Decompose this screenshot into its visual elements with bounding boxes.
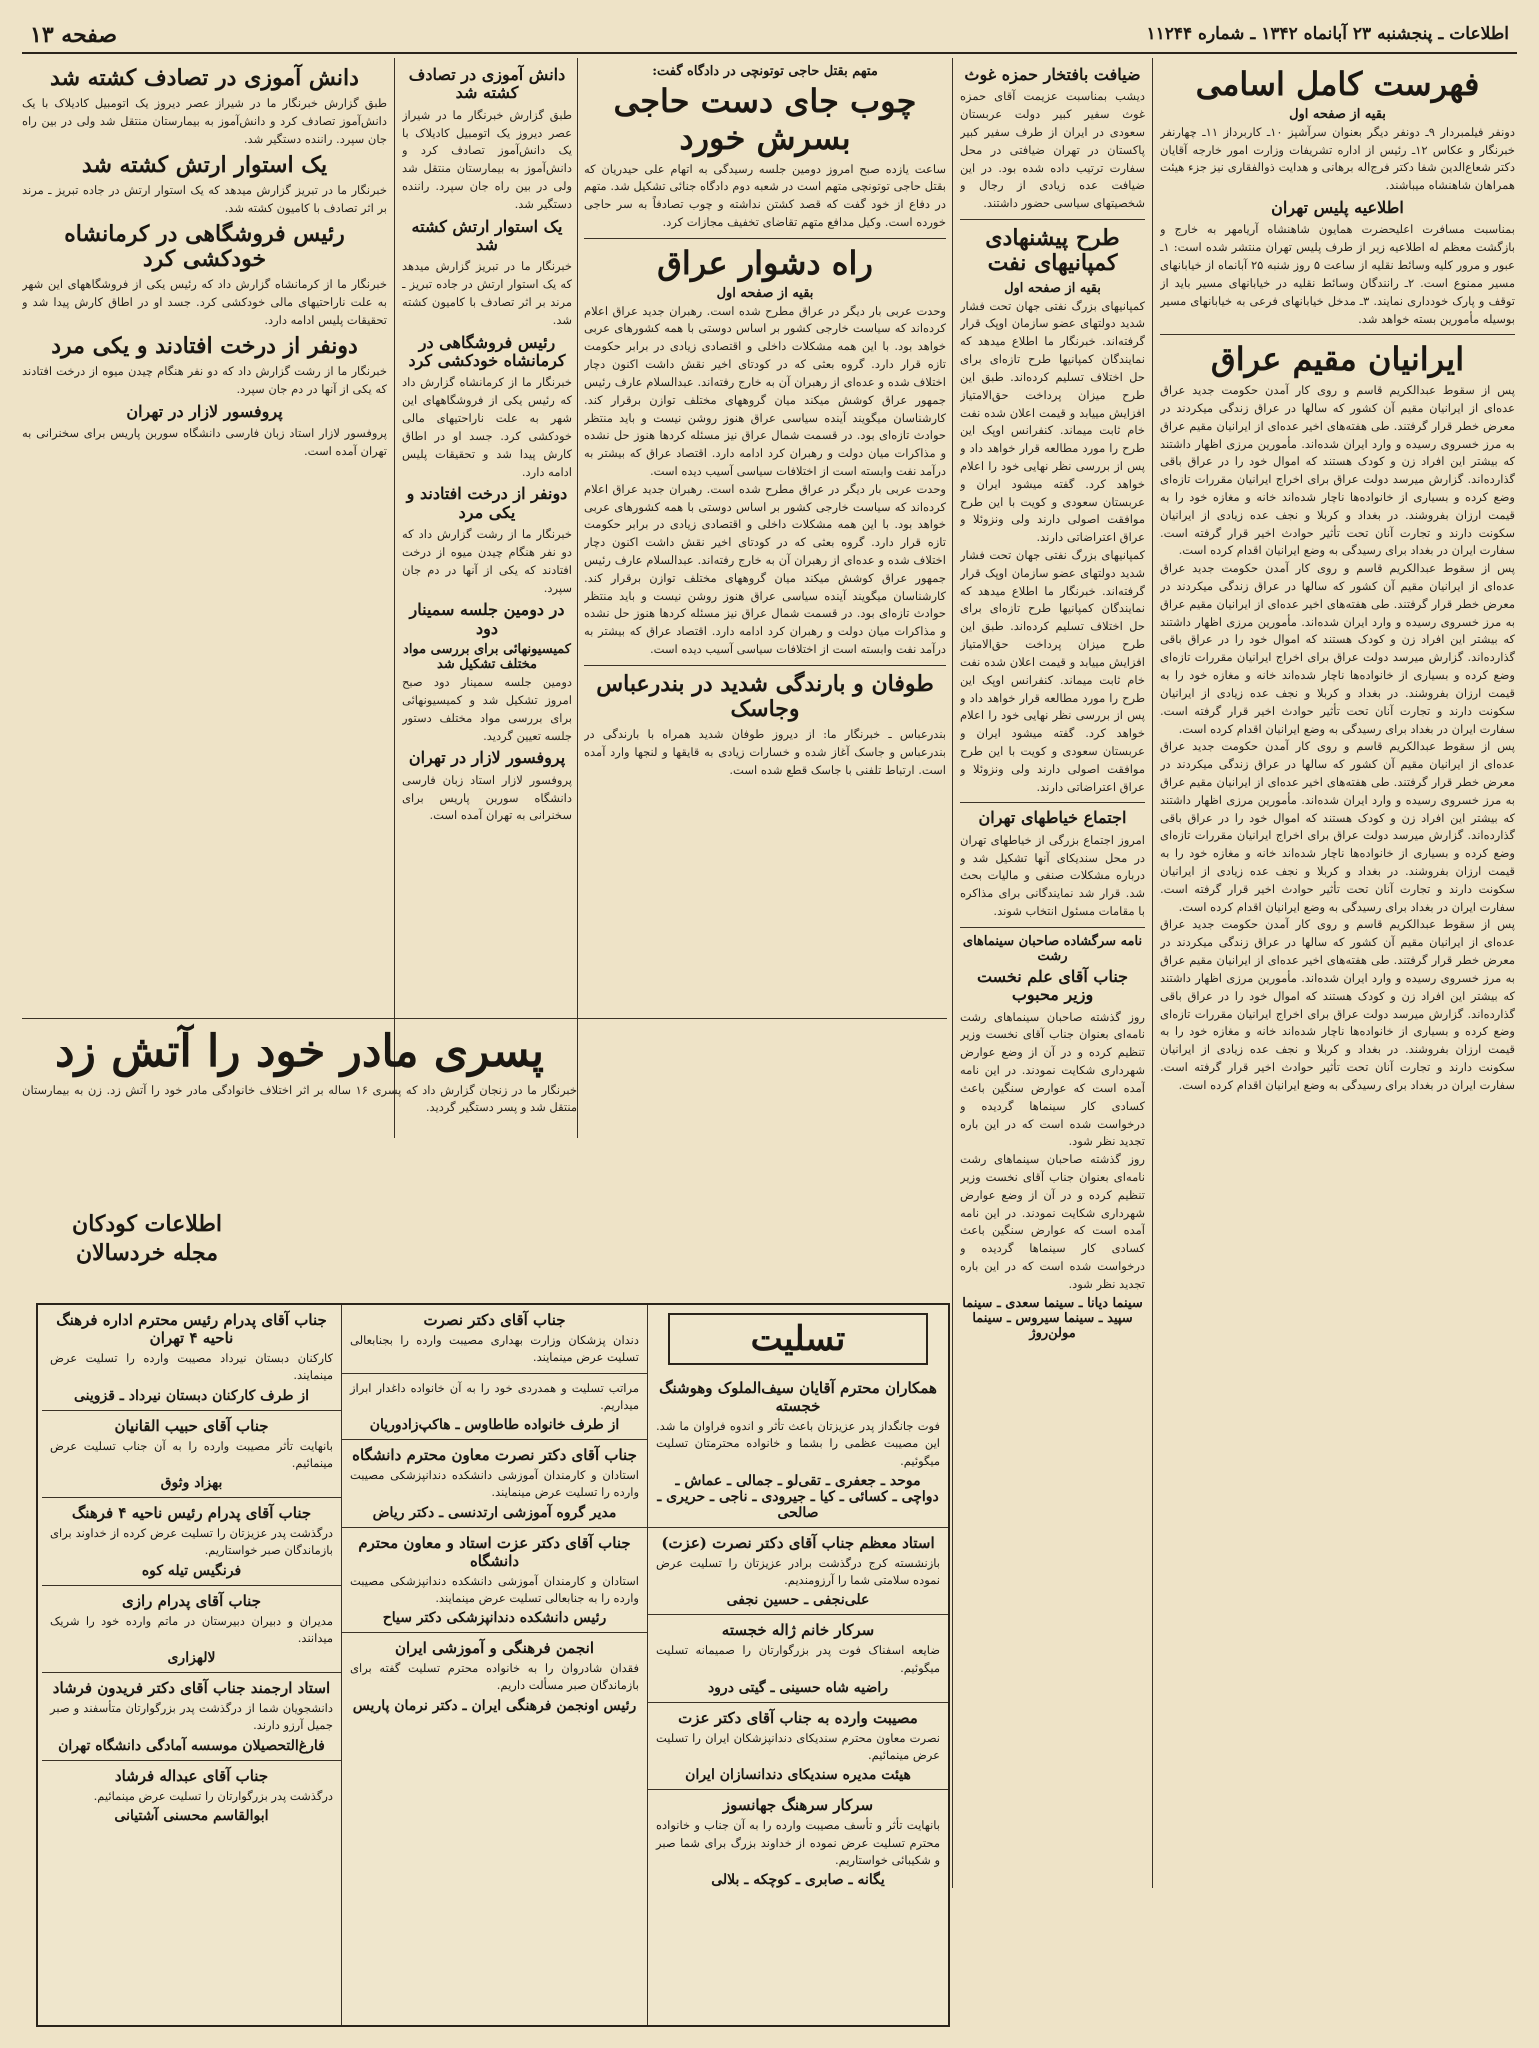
kicker: کمیسیونهائی برای بررسی مواد مختلف تشکیل شد bbox=[403, 642, 571, 673]
article-body: طبق گزارش خبرنگار ما در شیراز عصر دیروز یک اتومبیل کادیلاک با یک دانش‌آموز تصادف کرد و دانش‌آموز به بیمارستان منتقل شد ولی در بین راه جان سپرد. راننده دستگیر شد. bbox=[22, 96, 387, 146]
headline-name-list: فهرست کامل اسامی bbox=[1195, 65, 1480, 103]
notice-title: مصیبت وارده به جناب آقای دکتر عزت bbox=[678, 1708, 918, 1727]
notice-item bbox=[42, 1498, 341, 1586]
kicker: بقیه از صفحه اول bbox=[1289, 106, 1386, 122]
ad-kids-subtitle: مجله خردسالان bbox=[75, 1240, 219, 1267]
article-body: امروز اجتماع بزرگی از خیاطهای تهران در محل سندیکای آنها تشکیل شد و درباره مشکلات صنفی و مالیات بحث شد. قرار شد نمایندگانی برای مذاکره با مقامات مسئول انتخاب شوند. bbox=[960, 832, 1145, 919]
article-body: کمپانیهای بزرگ نفتی جهان تحت فشار شدید دولتهای عضو سازمان اوپک قرار گرفته‌اند. خبرنگار ما اطلاع میدهد که نمایندگان کمپانیها طرح تازه‌ای برای حل اختلاف تسلیم کرده‌اند. طبق این طرح میزان پرداخت حق‌الامتیاز افزایش مییابد و قیمت اعلان شده نفت خام ثابت میماند. کنفرانس اوپک این طرح را مورد مطالعه قرار خواهد داد و پس از بررسی نظر نهایی خود را اعلام خواهد کرد. گفته میشود ایران و عربستان سعودی و کویت با این طرح موافقت اصولی دارند ولی ونزوئلا و عراق اعتراضاتی دارند. bbox=[960, 548, 1145, 794]
notice-col-a bbox=[647, 1305, 948, 2025]
article-body: بمناسبت مسافرت اعلیحضرت همایون شاهنشاه آریامهر به خارج و بازگشت معظم له اطلاعیه زیر از طرف پلیس تهران منتشر شده است: ۱ـ عبور و مرور کلیه وسائط نقلیه از ساعت ۵ روز شنبه ۲۵ آبانماه از خیابانهای مسیر ممنوع است. ۲ـ رانندگان وسائط نقلیه در خیابانهای مسیر باید از توقف و پارک خودداری نمایند. ۳ـ مدخل خیابانهای فرعی به خیابانهای مسیر بوسیله مأمورین بسته خواهد شد. bbox=[1160, 222, 1515, 326]
kicker: نامه سرگشاده صاحبان سینماهای رشت bbox=[962, 933, 1143, 964]
notice-body: درگذشت پدر عزیزتان را تسلیت عرض کرده از خداوند برای بازماندگان صبر خواستاریم. bbox=[50, 1526, 333, 1558]
headline-stick: چوب جای دست حاجی بسرش خورد bbox=[613, 82, 917, 157]
notice-body: درگذشت پدر بزرگوارتان را تسلیت عرض مینمائیم. bbox=[93, 1788, 333, 1803]
notice-item bbox=[342, 1633, 647, 1720]
article-body: پس از سقوط عبدالکریم قاسم و روی کار آمدن حکومت جدید عراق عده‌ای از ایرانیان مقیم آن کشور که سالها در عراق زندگی میکردند در معرض خطر قرار گرفتند. طی هفته‌های اخیر عده‌ای از ایرانیان مقیم عراق به مرز خسروی رسیده و وارد ایران شده‌اند. مأمورین مرزی اظهار داشتند که بیشتر این افراد زن و کودک هستند که اموال خود را در عراق باقی گذارده‌اند. گزارش میرسد دولت عراق برای اخراج ایرانیان مقررات تازه‌ای وضع کرده و بسیاری از خانواده‌ها ناچار شده‌اند خانه و مغازه خود را به قیمت ارزان بفروشند. در بغداد و کربلا و نجف عده زیادی از ایرانیان سکونت دارند و تجارت آنان تحت تأثیر حوادث اخیر قرار گرفته است. سفارت ایران در بغداد برای رسیدگی به وضع ایرانیان اقدام کرده است. bbox=[1160, 383, 1515, 558]
article-body: خبرنگار ما از رشت گزارش داد که دو نفر هنگام چیدن میوه از درخت افتادند که یکی از آنها در دم جان سپرد. bbox=[22, 363, 387, 396]
notice-title: جناب آقای عبداله فرشاد bbox=[114, 1766, 269, 1785]
notice-body: استادان و کارمندان آموزشی دانشکده دندانپزشکی مصیبت وارده را تسلیت عرض مینمایند. bbox=[350, 1468, 639, 1500]
notice-item bbox=[42, 1586, 341, 1674]
headline-lazard: پروفسور لازار در تهران bbox=[408, 748, 566, 768]
notice-item bbox=[42, 1673, 341, 1761]
notice-item bbox=[42, 1305, 341, 1411]
notice-body: کارکنان دبستان نیرداد مصیبت وارده را تسلیت عرض مینمایند. bbox=[50, 1351, 333, 1383]
notice-title: جناب آقای پدرام رئیس محترم اداره فرهنگ ناحیه ۴ تهران bbox=[56, 1311, 327, 1347]
headline-reception: ضیافت بافتخار حمزه غوث bbox=[964, 65, 1141, 84]
notice-title: سرکار سرهنگ جهانسوز bbox=[722, 1796, 874, 1815]
article-body: دیشب بمناسبت عزیمت آقای حمزه غوث سفیر کبیر دولت عربستان سعودی در ایران از طرف سفیر کبیر پاکستان در تهران ضیافتی در محل سفارت ترتیب داده شده بود. در این ضیافت عده زیادی از رجال و شخصیتهای سیاسی حضور داشتند. bbox=[960, 89, 1145, 211]
notice-signature: بهزاد وثوق bbox=[160, 1475, 223, 1491]
notice-title: جناب آقای حبیب القانیان bbox=[114, 1416, 269, 1435]
headline-sergeant-2: یک استوار ارتش کشته شد bbox=[81, 151, 328, 178]
notice-body: دندان پزشکان وزارت بهداری مصیبت وارده را بجنابعالی تسلیت عرض مینمایند. bbox=[350, 1333, 639, 1365]
condolence-box bbox=[36, 1303, 950, 2027]
article-body: خبرنگار ما از کرمانشاه گزارش داد که رئیس یکی از فروشگاههای این شهر به علت ناراحتیهای مالی خودکشی کرد. جسد او در اطاق کارش پیدا شد و تحقیقات پلیس ادامه دارد. bbox=[402, 375, 572, 479]
notice-item bbox=[648, 1615, 948, 1703]
notice-body: بانهایت تأثر و تأسف مصیبت وارده را به آن جناب و خانواده محترم تسلیت عرض نموده از خداوند بزرگ برای شما صبر و شکیبائی خواستاریم. bbox=[656, 1818, 940, 1867]
col-right bbox=[1160, 62, 1515, 2030]
notice-body: بازنشسته کرج درگذشت برادر عزیزتان را تسلیت عرض نموده سلامتی شما را آرزومندیم. bbox=[656, 1555, 940, 1587]
notice-item bbox=[342, 1374, 647, 1441]
notice-signature: رئیس اونجمن فرهنگی ایران ـ دکتر نرمان پاریس bbox=[352, 1697, 637, 1714]
notice-item bbox=[648, 1373, 948, 1528]
notice-title: انجمن فرهنگی و آموزشی ایران bbox=[395, 1639, 594, 1657]
page-number: صفحه ۱۳ bbox=[30, 22, 118, 48]
notice-title: سرکار خانم ژاله خجسته bbox=[721, 1621, 875, 1640]
article-body: بندرعباس ـ خبرنگار ما: از دیروز طوفان شدید همراه با بارندگی در بندرعباس و جاسک آغاز شده و خسارات زیادی به قایقها و لنجها وارد آمده است. ارتباط تلفنی با جاسک قطع شده است. bbox=[584, 727, 946, 778]
notice-body: ضایعه اسفناک فوت پدر بزرگوارتان را صمیمانه تسلیت میگوئیم. bbox=[656, 1643, 940, 1675]
notice-title: استاد معظم جناب آقای دکتر نصرت (عزت) bbox=[661, 1533, 935, 1552]
article-body: پس از سقوط عبدالکریم قاسم و روی کار آمدن حکومت جدید عراق عده‌ای از ایرانیان مقیم آن کشور که سالها در عراق زندگی میکردند در معرض خطر قرار گرفتند. طی هفته‌های اخیر عده‌ای از ایرانیان مقیم عراق به مرز خسروی رسیده و وارد ایران شده‌اند. مأمورین مرزی اظهار داشتند که بیشتر این افراد زن و کودک هستند که اموال خود را در عراق باقی گذارده‌اند. گزارش میرسد دولت عراق برای اخراج ایرانیان مقررات تازه‌ای وضع کرده و بسیاری از خانواده‌ها ناچار شده‌اند خانه و مغازه خود را به قیمت ارزان بفروشند. در بغداد و کربلا و نجف عده زیادی از ایرانیان سکونت دارند و تجارت آنان تحت تأثیر حوادث اخیر قرار گرفته است. سفارت ایران در بغداد برای رسیدگی به وضع ایرانیان اقدام کرده است. bbox=[1160, 561, 1515, 736]
notice-signature: از طرف خانواده طاطاوس ـ هاکپ‌زادوریان bbox=[369, 1417, 620, 1433]
article-body: خبرنگار ما از کرمانشاه گزارش داد که رئیس یکی از فروشگاههای این شهر به علت ناراحتیهای مالی خودکشی کرد. جسد او در اطاق کارش پیدا شد و تحقیقات پلیس ادامه دارد. bbox=[22, 277, 387, 327]
ad-kids-title: اطلاعات کودکان bbox=[72, 1211, 222, 1237]
notice-col-b bbox=[341, 1305, 647, 2025]
headline-tree: دونفر از درخت افتادند و یکی مرد bbox=[406, 484, 568, 522]
headline-student-2: دانش آموزی در تصادف کشته شد bbox=[50, 65, 359, 91]
masthead-date: اطلاعات ـ پنجشنبه ۲۳ آبانماه ۱۳۴۲ ـ شماره ۱۱۲۴۴ bbox=[1146, 24, 1509, 44]
headline-pm-letter: جناب آقای علم نخست وزیر محبوب bbox=[976, 966, 1129, 1005]
subhead-police: اطلاعیه پلیس تهران bbox=[1271, 198, 1404, 218]
headline-lazard-2: پروفسور لازار در تهران bbox=[126, 401, 283, 421]
kicker: بقیه از صفحه اول bbox=[716, 285, 814, 301]
notice-title: جناب آقای پدرام رازی bbox=[122, 1591, 261, 1610]
headline-storm: طوفان و بارندگی شدید در بندرعباس وجاسک bbox=[596, 670, 934, 723]
notice-title: جناب آقای دکتر نصرت معاون محترم دانشگاه bbox=[352, 1446, 637, 1464]
headline-tree-2: دونفر از درخت افتادند و یکی مرد bbox=[51, 332, 358, 359]
col-center bbox=[584, 62, 946, 1137]
notice-signature: رئیس دانشکده دندانپزشکی دکتر سیاح bbox=[382, 1610, 607, 1626]
article-body: روز گذشته صاحبان سینماهای رشت نامه‌ای بعنوان جناب آقای نخست وزیر تنظیم کرده و در آن از وضع عوارض شهرداری شکایت نمودند. در این نامه آمده است که عوارض سنگین باعث کسادی کار سینماها گردیده و درخواست شده است که در این باره تجدید نظر شود. bbox=[960, 1009, 1145, 1149]
notice-body: دانشجویان شما از درگذشت پدر بزرگوارتان متأسفند و صبر جمیل آرزو دارند. bbox=[50, 1701, 333, 1733]
notice-item bbox=[342, 1528, 647, 1634]
notice-item bbox=[42, 1411, 341, 1499]
ad-kids bbox=[22, 1208, 272, 1288]
notice-signature: ابوالقاسم محسنی آشتیانی bbox=[114, 1807, 269, 1824]
notice-signature: علی‌نجفی ـ حسین نجفی bbox=[726, 1592, 870, 1609]
notice-title: استاد ارجمند جناب آقای دکتر فریدون فرشاد bbox=[52, 1679, 331, 1697]
notice-body: مراتب تسلیت و همدردی خود را به آن خانواده داغدار ابراز میداریم. bbox=[350, 1380, 639, 1412]
article-body: خبرنگار ما در زنجان گزارش داد که پسری ۱۶ ساله بر اثر اختلاف خانوادگی مادر خود را آتش زد. زن به بیمارستان منتقل شد و پسر دستگیر گردید. bbox=[22, 1082, 577, 1115]
kicker: متهم بقتل حاجی توتونچی در دادگاه گفت: bbox=[652, 64, 878, 79]
notice-item bbox=[648, 1528, 948, 1616]
notice-signature: راضیه شاه حسینی ـ گیتی درود bbox=[707, 1679, 889, 1696]
notice-title: جناب آقای دکتر عزت استاد و معاون محترم دانشگاه bbox=[358, 1533, 631, 1570]
article-body: طبق گزارش خبرنگار ما در شیراز عصر دیروز یک اتومبیل کادیلاک با یک دانش‌آموز تصادف کرد و دانش‌آموز به بیمارستان منتقل شد ولی در بین راه جان سپرد. راننده دستگیر شد. bbox=[402, 107, 572, 211]
notice-title: جناب آقای پدرام رئیس ناحیه ۴ فرهنگ bbox=[71, 1504, 312, 1522]
notice-body: نصرت معاون محترم سندیکای دندانپزشکان ایران را تسلیت عرض مینمائیم. bbox=[656, 1730, 940, 1762]
headline-iranians-iraq: ایرانیان مقیم عراق bbox=[1210, 340, 1465, 379]
signature: سینما دیانا ـ سینما سعدی ـ سینما سپید ـ سینما سیروس ـ سینما مولن‌روژ bbox=[962, 1295, 1143, 1341]
notice-col-c bbox=[42, 1305, 341, 2025]
notice-signature: یگانه ـ صابری ـ کوچکه ـ بلالی bbox=[711, 1872, 885, 1888]
article-body: پروفسور لازار استاد زبان فارسی دانشگاه سوربن پاریس برای سخنرانی به تهران آمده است. bbox=[402, 772, 572, 823]
notice-body: استادان و کارمندان آموزشی دانشکده دندانپزشکی مصیبت وارده را به جنابعالی تسلیت عرض مینمایند. bbox=[350, 1573, 639, 1605]
headline-tailors: اجتماع خیاطهای تهران bbox=[978, 808, 1127, 828]
article-body: خبرنگار ما از رشت گزارش داد که دو نفر هنگام چیدن میوه از درخت افتادند که یکی از آنها در دم جان سپرد. bbox=[402, 527, 572, 595]
col-far-left bbox=[22, 62, 387, 1137]
notice-body: فوت جانگداز پدر عزیزتان باعث تأثر و اندوه فراوان ما شد. این مصیبت عظمی را بشما و خانواده محترمتان تسلیت میگوئیم. bbox=[656, 1419, 940, 1468]
notice-signature: هیئت مدیره سندیکای دندانسازان ایران bbox=[685, 1767, 911, 1784]
notice-signature: فرنگیس تیله کوه bbox=[141, 1562, 242, 1579]
notice-signature: لالهزاری bbox=[167, 1650, 216, 1666]
headline-seminar: در دومین جلسه سمینار دود bbox=[409, 600, 565, 638]
headline-iraq-road: راه دشوار عراق bbox=[657, 243, 873, 282]
article-body: خبرنگار ما در تبریز گزارش میدهد که یک استوار ارتش در جاده تبریز ـ مرند بر اثر تصادف با کامیون کشته شد. bbox=[22, 183, 387, 215]
article-body: دونفر فیلمبردار ۹ـ دونفر دیگر بعنوان سرآشپز ۱۰ـ کاربرداز ۱۱ـ چهارنفر خبرنگار و عکاس ۱۲ـ رئیس از اداره تشریفات وزارت امور خارجه آقایان دکتر شعاع‌الدین شفا دکتر فرج‌اله برهانی و هدایت ذوالفقاری نیز جزء هیئت همراهان شاهنشاه میباشند. bbox=[1160, 124, 1515, 193]
notice-title: همکاران محترم آقایان سیف‌الملوک وهوشنگ خجسته bbox=[659, 1379, 937, 1415]
col-left-upper bbox=[402, 62, 572, 1137]
article-body: پس از سقوط عبدالکریم قاسم و روی کار آمدن حکومت جدید عراق عده‌ای از ایرانیان مقیم آن کشور که سالها در عراق زندگی میکردند در معرض خطر قرار گرفتند. طی هفته‌های اخیر عده‌ای از ایرانیان مقیم عراق به مرز خسروی رسیده و وارد ایران شده‌اند. مأمورین مرزی اظهار داشتند که بیشتر این افراد زن و کودک هستند که اموال خود را در عراق باقی گذارده‌اند. گزارش میرسد دولت عراق برای اخراج ایرانیان مقررات تازه‌ای وضع کرده و بسیاری از خانواده‌ها ناچار شده‌اند خانه و مغازه خود را به قیمت ارزان بفروشند. در بغداد و کربلا و نجف عده زیادی از ایرانیان سکونت دارند و تجارت آنان تحت تأثیر حوادث اخیر قرار گرفته است. سفارت ایران در بغداد برای رسیدگی به وضع ایرانیان اقدام کرده است. bbox=[1160, 739, 1515, 914]
headline-sergeant: یک استوار ارتش کشته شد bbox=[411, 216, 563, 255]
notice-signature: موحد ـ جعفری ـ تقی‌لو ـ جمالی ـ عماش ـ دواچی ـ کسائی ـ کیا ـ جیرودی ـ ناجی ـ حریری ـ صالحی bbox=[657, 1472, 939, 1521]
article-body: خبرنگار ما در تبریز گزارش میدهد که یک استوار ارتش در جاده تبریز ـ مرند بر اثر تصادف با کامیون کشته شد. bbox=[402, 259, 572, 327]
kicker: بقیه از صفحه اول bbox=[1004, 280, 1101, 296]
notice-body: فقدان شادروان را به خانواده محترم تسلیت گفته برای بازماندگان صبر مسألت داریم. bbox=[350, 1661, 639, 1693]
col-second bbox=[960, 62, 1145, 2030]
notice-body: مدیران و دبیران دبیرستان در ماتم وارده خود را شریک میدانند. bbox=[50, 1613, 333, 1645]
headline-kermanshah-2: رئیس فروشگاهی در کرمانشاه خودکشی کرد bbox=[64, 220, 345, 272]
article-body: ساعت یازده صبح امروز دومین جلسه رسیدگی به اتهام علی حیدریان که بقتل حاجی توتونچی متهم است در شعبه دوم دادگاه جنائی تشکیل شد. متهم در دفاع از خود گفت که قصد کشتن نداشته و چوب تصادفاً به سر حاجی خورده است. وکیل مدافع متهم تقاضای تخفیف مجازات کرد. bbox=[584, 161, 946, 230]
newspaper-page bbox=[22, 18, 1517, 2030]
condolence-banner: تسلیت bbox=[668, 1313, 928, 1365]
notice-item bbox=[42, 1761, 341, 1830]
notice-item bbox=[648, 1790, 948, 1894]
headline-kermanshah: رئیس فروشگاهی در کرمانشاه خودکشی کرد bbox=[408, 332, 566, 371]
article-body: روز گذشته صاحبان سینماهای رشت نامه‌ای بعنوان جناب آقای نخست وزیر تنظیم کرده و در آن از وضع عوارض شهرداری شکایت نمودند. در این نامه آمده است که عوارض سنگین باعث کسادی کار سینماها گردیده و درخواست شده است که در این باره تجدید نظر شود. bbox=[960, 1152, 1145, 1291]
notice-body: بانهایت تأثر مصیبت وارده را به آن جناب تسلیت عرض مینمائیم. bbox=[50, 1438, 333, 1470]
article-son bbox=[22, 1023, 577, 1208]
notice-signature: از طرف کارکنان دبستان نیرداد ـ قزوینی bbox=[73, 1387, 310, 1404]
headline-oil-plan: طرح پیشنهادی کمپانیهای نفت bbox=[985, 225, 1120, 277]
article-body: کمپانیهای بزرگ نفتی جهان تحت فشار شدید دولتهای عضو سازمان اوپک قرار گرفته‌اند. خبرنگار ما اطلاع میدهد که نمایندگان کمپانیها طرح تازه‌ای برای حل اختلاف تسلیم کرده‌اند. طبق این طرح میزان پرداخت حق‌الامتیاز افزایش مییابد و قیمت اعلان شده نفت خام ثابت میماند. کنفرانس اوپک این طرح را مورد مطالعه قرار خواهد داد و پس از بررسی نظر نهایی خود را اعلام خواهد کرد. گفته میشود ایران و عربستان سعودی و کویت با این طرح موافقت اصولی دارند ولی ونزوئلا و عراق اعتراضاتی دارند. bbox=[960, 298, 1145, 545]
article-body: پس از سقوط عبدالکریم قاسم و روی کار آمدن حکومت جدید عراق عده‌ای از ایرانیان مقیم آن کشور که سالها در عراق زندگی میکردند در معرض خطر قرار گرفتند. طی هفته‌های اخیر عده‌ای از ایرانیان مقیم عراق به مرز خسروی رسیده و وارد ایران شده‌اند. مأمورین مرزی اظهار داشتند که بیشتر این افراد زن و کودک هستند که اموال خود را در عراق باقی گذارده‌اند. گزارش میرسد دولت عراق برای اخراج ایرانیان مقررات تازه‌ای وضع کرده و بسیاری از خانواده‌ها ناچار شده‌اند خانه و مغازه خود را به قیمت ارزان بفروشند. در بغداد و کربلا و نجف عده زیادی از ایرانیان سکونت دارند و تجارت آنان تحت تأثیر حوادث اخیر قرار گرفته است. سفارت ایران در بغداد برای رسیدگی به وضع ایرانیان اقدام کرده است. bbox=[1160, 917, 1515, 1092]
notice-signature: مدیر گروه آموزشی ارتدنسی ـ دکتر ریاض bbox=[372, 1504, 617, 1521]
article-body: دومین جلسه سمینار دود صبح امروز تشکیل شد و کمیسیونهائی برای بررسی مواد مختلف دستور جلسه تعیین گردید. bbox=[402, 675, 572, 743]
masthead bbox=[22, 18, 1517, 54]
notice-item bbox=[342, 1440, 647, 1528]
notice-item bbox=[648, 1703, 948, 1791]
notice-title: جناب آقای دکتر نصرت bbox=[423, 1311, 566, 1329]
notice-item bbox=[342, 1305, 647, 1374]
article-body: وحدت عربی بار دیگر در عراق مطرح شده است. رهبران جدید عراق اعلام کرده‌اند که سیاست خارجی کشور بر اساس دوستی با همه کشورهای عربی خواهد بود. با این همه مشکلات داخلی و اقتصادی زیادی در برابر حکومت تازه قرار دارد. گروه بعثی که در کودتای اخیر نقش داشت اکنون دچار اختلاف شده و عده‌ای از رهبران آن به خارج رفته‌اند. عبدالسلام عارف رئیس جمهور عراق کوشش میکند میان گروههای مختلف توازن برقرار کند. کارشناسان میگویند آینده سیاسی عراق هنوز روشن نیست و باید منتظر حوادث تازه‌ای بود. در قسمت شمال عراق نیز مسئله کردها هنوز حل نشده و مذاکرات میان دولت و رهبران کرد ادامه دارد. اقتصاد عراق که بیشتر به درآمد نفت وابسته است از اختلافات سیاسی آسیب دیده است. bbox=[584, 303, 946, 478]
article-body: وحدت عربی بار دیگر در عراق مطرح شده است. رهبران جدید عراق اعلام کرده‌اند که سیاست خارجی کشور بر اساس دوستی با همه کشورهای عربی خواهد بود. با این همه مشکلات داخلی و اقتصادی زیادی در برابر حکومت تازه قرار دارد. گروه بعثی که در کودتای اخیر نقش داشت اکنون دچار اختلاف شده و عده‌ای از رهبران آن به خارج رفته‌اند. عبدالسلام عارف رئیس جمهور عراق کوشش میکند میان گروههای مختلف توازن برقرار کند. کارشناسان میگویند آینده سیاسی عراق هنوز روشن نیست و باید منتظر حوادث تازه‌ای بود. در قسمت شمال عراق نیز مسئله کردها هنوز حل نشده و مذاکرات میان دولت و رهبران کرد ادامه دارد. اقتصاد عراق که بیشتر به درآمد نفت وابسته است از اختلافات سیاسی آسیب دیده است. bbox=[584, 481, 946, 657]
headline-son: پسری مادر خود را آتش زد bbox=[54, 1026, 545, 1077]
article-body: پروفسور لازار استاد زبان فارسی دانشگاه سوربن پاریس برای سخنرانی به تهران آمده است. bbox=[22, 426, 387, 458]
headline-student: دانش آموزی در تصادف کشته شد bbox=[408, 65, 566, 103]
notice-signature: فارغ‌التحصیلان موسسه آمادگی دانشگاه تهران bbox=[58, 1737, 325, 1754]
